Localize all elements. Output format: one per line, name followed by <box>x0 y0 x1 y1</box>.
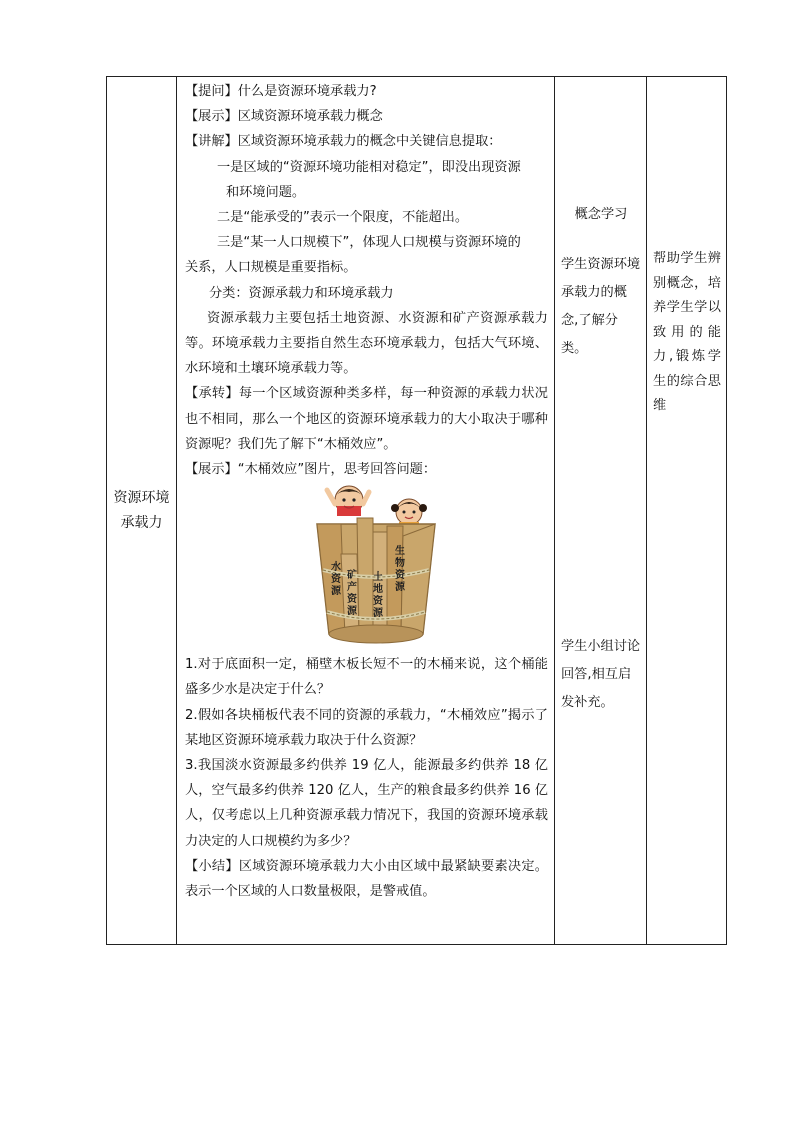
line-point-three: 三是“某一人口规模下”，体现人口规模与资源环境的 <box>217 235 521 251</box>
line-point-one: 一是区域的“资源环境功能相对稳定”，即没出现资源 <box>217 159 521 175</box>
barrel-effect-figure <box>185 482 548 652</box>
activity-text-1: 学生资源环境承载力的概念,了解分类。 <box>561 257 641 356</box>
stave-label-water: 水资源 <box>331 562 341 598</box>
line-explain: 【讲解】区域资源环境承载力的概念中关键信息提取： <box>185 134 502 150</box>
stave-label-mineral: 矿产资源 <box>347 570 357 618</box>
line-point-one-cont: 和环境问题。 <box>226 184 306 200</box>
line-show: 【展示】区域资源环境承载力概念 <box>185 109 383 125</box>
design-intent-cell <box>647 77 727 945</box>
stave-label-land: 土地资源 <box>373 572 383 620</box>
question-1: 1.对于底面积一定，桶壁木板长短不一的木桶来说，这个桶能盛多少水是决定于什么？ <box>185 657 548 698</box>
activity-text-2: 学生小组讨论回答,相互启发补充。 <box>561 639 641 710</box>
line-question: 【提问】什么是资源环境承载力? <box>185 84 377 99</box>
question-2: 2.假如各块桶板代表不同的资源的承载力，“木桶效应”揭示了某地区资源环境承载力取决于什么资源？ <box>185 707 548 748</box>
summary: 【小结】区域资源环境承载力大小由区域中最紧缺要素决定。表示一个区域的人口数量极限，是警戒值。 <box>185 858 548 900</box>
topic-cell <box>107 77 177 945</box>
activity-title: 概念学习 <box>574 207 628 222</box>
stave-label-bio: 生物资源 <box>395 546 405 594</box>
student-activity-cell <box>555 77 647 945</box>
line-point-two: 二是“能承受的”表示一个限度，不能超出。 <box>217 210 469 226</box>
line-point-three-cont: 关系，人口规模是重要指标。 <box>185 260 357 276</box>
question-3: 3.我国淡水资源最多约供养 19 亿人，能源最多约供养 18 亿人，空气最多约供养 120 亿人，生产的粮食最多约供养 16 亿人，仅考虑以上几种资源承载力情况下，我国的资源环境承载力决定的人口规模约为多少？ <box>185 758 548 849</box>
barrel-illustration <box>311 484 441 646</box>
boy-figure <box>327 486 369 516</box>
lesson-plan-table <box>106 76 727 945</box>
teaching-content-cell <box>177 77 555 945</box>
line-show-barrel: 【展示】“木桶效应”图片，思考回答问题： <box>185 462 437 478</box>
intent-text: 帮助学生辨别概念，培养学生学以致用的能力,锻炼学生的综合思维 <box>653 251 721 413</box>
line-transition: 【承转】每一个区域资源种类多样，每一种资源的承载力状况也不相同，那么一个地区的资源环境承载力的大小取决于哪种资源呢？我们先了解下“木桶效应”。 <box>185 386 548 452</box>
line-classification: 分类：资源承载力和环境承载力 <box>209 285 394 301</box>
line-resource-capacity: 资源承载力主要包括土地资源、水资源和矿产资源承载力等。环境承载力主要指自然生态环境承载力，包括大气环境、水环境和土壤环境承载力等。 <box>185 310 548 377</box>
topic-title: 资源环境承载力 <box>113 489 170 531</box>
